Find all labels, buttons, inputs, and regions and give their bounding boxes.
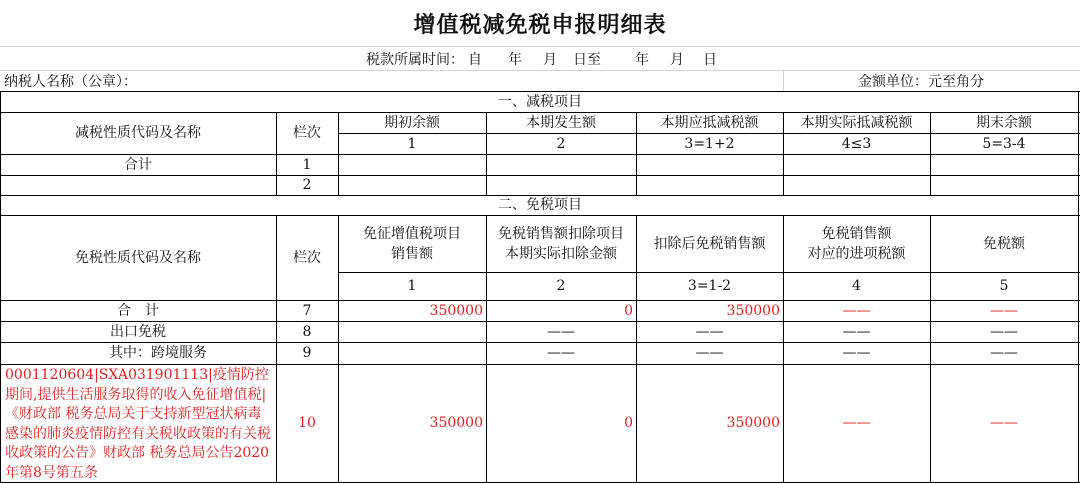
s2-row9-no: 9 xyxy=(302,345,312,361)
s2-header-net-sales: 扣除后免税销售额 xyxy=(653,235,766,252)
s1-header-closing: 期末余额 xyxy=(976,114,1032,131)
s1-row1-name: 合计 xyxy=(124,156,152,173)
s1-formula-5: 5=3-4 xyxy=(982,135,1026,152)
s2-row7-v5: —— xyxy=(990,302,1018,319)
s2-row7-v1[interactable]: 350000 xyxy=(429,302,483,319)
s2-header-exempt-sales: 免征增值税项目 销售额 xyxy=(363,225,461,262)
section2-title: 二、免税项目 xyxy=(498,197,582,213)
section2-colno-header: 栏次 xyxy=(293,249,321,266)
s2-row8-v1[interactable] xyxy=(338,321,486,342)
s2-row8-name: 出口免税 xyxy=(110,323,166,340)
s2-formula-1: 1 xyxy=(407,278,417,294)
s2-header-input-tax: 免税销售额 对应的进项税额 xyxy=(807,225,906,262)
s2-formula-5: 5 xyxy=(999,278,1009,294)
section1-name-header: 减税性质代码及名称 xyxy=(75,125,201,141)
s1-formula-3: 3=1+2 xyxy=(684,135,735,152)
s2-header-deduction: 免税销售额扣除项目 本期实际扣除金额 xyxy=(498,225,624,262)
s1-header-opening: 期初余额 xyxy=(384,114,440,131)
period-year1: 年 xyxy=(508,52,522,68)
s2-row8-v5: —— xyxy=(990,323,1018,340)
s2-formula-4: 4 xyxy=(852,278,861,294)
taxpayer-label: 纳税人名称（公章）： xyxy=(4,74,137,90)
s2-row9-v4: —— xyxy=(842,345,871,361)
period-month1: 月 xyxy=(543,52,557,68)
s1-formula-4: 4≤3 xyxy=(841,135,872,152)
section1-title: 一、减税项目 xyxy=(498,93,582,110)
period-from: 自 xyxy=(468,52,482,68)
section1-colno-header: 栏次 xyxy=(293,125,321,141)
s2-row7-name: 合 计 xyxy=(117,302,159,319)
unit-label: 金额单位：元至角分 xyxy=(858,74,984,90)
s2-row7-v2[interactable]: 0 xyxy=(624,302,633,319)
page-title: 增值税减免税申报明细表 xyxy=(413,12,667,38)
s1-row1-no: 1 xyxy=(302,156,312,173)
s2-row8-no: 8 xyxy=(302,323,312,340)
s2-row8-v3: —— xyxy=(695,323,724,340)
s1-row2-name[interactable] xyxy=(0,175,276,195)
s1-formula-2: 2 xyxy=(556,135,566,152)
s2-formula-2: 2 xyxy=(556,278,566,294)
period-day2: 日 xyxy=(703,52,717,68)
s1-header-actual: 本期实际抵减税额 xyxy=(800,114,913,131)
s2-row9-v2: —— xyxy=(547,345,575,361)
period-day1: 日至 xyxy=(573,52,601,68)
section2-name-header: 免税性质代码及名称 xyxy=(75,249,201,266)
s2-row10-v3[interactable]: 350000 xyxy=(726,415,780,431)
s2-row10-name[interactable]: 0001120604|SXA031901113|疫情防控期间,提供生活服务取得的收入免征增值税|《财政部 税务总局关于支持新型冠状病毒感染的肺炎疫情防控有关税收政策的有关税收政策的公告》财政部 税务总局公告2020年第8号第五条 xyxy=(5,367,271,481)
s2-row10-v5: —— xyxy=(990,415,1018,431)
s2-row7-v4: —— xyxy=(842,302,871,319)
s2-row9-v1[interactable] xyxy=(338,342,486,364)
s2-header-exempt-tax: 免税额 xyxy=(983,235,1025,252)
s2-row8-v4: —— xyxy=(842,323,871,340)
s1-header-deductible: 本期应抵减税额 xyxy=(660,114,759,131)
s2-row10-v2[interactable]: 0 xyxy=(624,415,633,431)
s2-row7-v3[interactable]: 350000 xyxy=(726,302,780,319)
s1-formula-1: 1 xyxy=(407,135,417,152)
period-year2: 年 xyxy=(635,52,649,68)
period-label: 税款所属时间： xyxy=(366,52,464,68)
period-month2: 月 xyxy=(670,52,684,68)
s2-row10-no: 10 xyxy=(298,415,316,431)
s2-formula-3: 3=1-2 xyxy=(687,278,732,294)
s1-header-current: 本期发生额 xyxy=(526,114,596,131)
s2-row8-v2: —— xyxy=(547,323,575,340)
s2-row10-v1[interactable]: 350000 xyxy=(429,415,483,431)
s2-row9-v3: —— xyxy=(695,345,724,361)
s2-row9-name: 其中：跨境服务 xyxy=(109,345,207,361)
s1-row2-no: 2 xyxy=(302,177,312,193)
s2-row10-v4: —— xyxy=(842,415,871,431)
s2-row7-no: 7 xyxy=(302,302,312,319)
s2-row9-v5: —— xyxy=(990,345,1018,361)
